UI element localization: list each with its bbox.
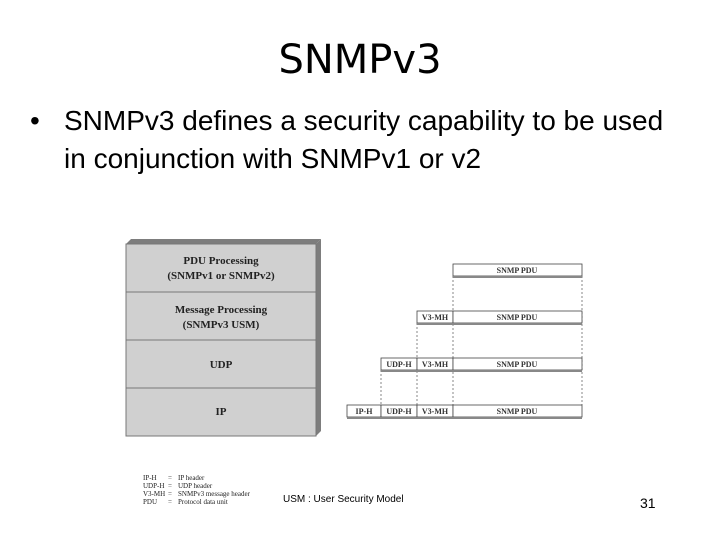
stack-side-face	[316, 239, 321, 436]
legend-desc: IP header	[178, 474, 205, 482]
legend-abbr: IP-H	[143, 474, 157, 482]
ip-h-label: IP-H	[355, 407, 373, 416]
legend-abbr: PDU	[143, 498, 158, 506]
udp-h-label: UDP-H	[386, 407, 412, 416]
stack-layer-pdu-processing	[126, 244, 316, 292]
layer-sublabel: (SNMPv1 or SNMPv2)	[167, 270, 275, 282]
stack-layer-udp	[126, 340, 316, 388]
stack-layer-message-processing	[126, 292, 316, 340]
v3-mh-label: V3-MH	[421, 313, 449, 322]
legend	[143, 474, 283, 506]
snmp-pdu-label: SNMP PDU	[496, 360, 538, 369]
dashed-guides	[381, 276, 582, 405]
legend-abbr: V3-MH	[143, 490, 166, 498]
legend-row	[143, 474, 283, 482]
snmp-pdu-label: SNMP PDU	[496, 407, 538, 416]
packet-row-udp	[381, 358, 582, 372]
legend-desc: SNMPv3 message header	[178, 490, 250, 498]
legend-eq: =	[168, 474, 172, 482]
packet-row-pdu	[453, 264, 582, 278]
legend-eq: =	[168, 498, 172, 506]
packet-row-ip	[347, 405, 582, 419]
snmp-pdu-label: SNMP PDU	[496, 313, 538, 322]
stack-top-face	[126, 239, 321, 244]
page-number: 31	[640, 495, 656, 511]
legend-row	[143, 482, 283, 490]
snmp-pdu-label: SNMP PDU	[496, 266, 538, 275]
layer-label: PDU Processing	[183, 255, 259, 267]
legend-abbr: UDP-H	[143, 482, 165, 490]
legend-row	[143, 490, 283, 498]
stack-layer-ip	[126, 388, 316, 436]
layer-label: IP	[215, 406, 227, 418]
legend-desc: UDP header	[178, 482, 213, 490]
layer-label: Message Processing	[174, 304, 268, 316]
v3-mh-label: V3-MH	[421, 360, 449, 369]
legend-eq: =	[168, 490, 172, 498]
legend-desc: Protocol data unit	[178, 498, 228, 506]
layer-sublabel: (SNMPv3 USM)	[182, 319, 260, 331]
bullet-text: SNMPv3 defines a security capability to be used in conjunction with SNMPv1 or v2	[64, 105, 664, 174]
packet-row-v3	[417, 311, 582, 325]
legend-eq: =	[168, 482, 172, 490]
v3-mh-label: V3-MH	[421, 407, 449, 416]
legend-row	[143, 498, 283, 506]
udp-h-label: UDP-H	[386, 360, 412, 369]
bullet-marker: •	[30, 105, 40, 136]
layer-label: UDP	[209, 359, 233, 371]
slide-title: SNMPv3	[278, 37, 442, 83]
footnote: USM : User Security Model	[283, 494, 404, 505]
